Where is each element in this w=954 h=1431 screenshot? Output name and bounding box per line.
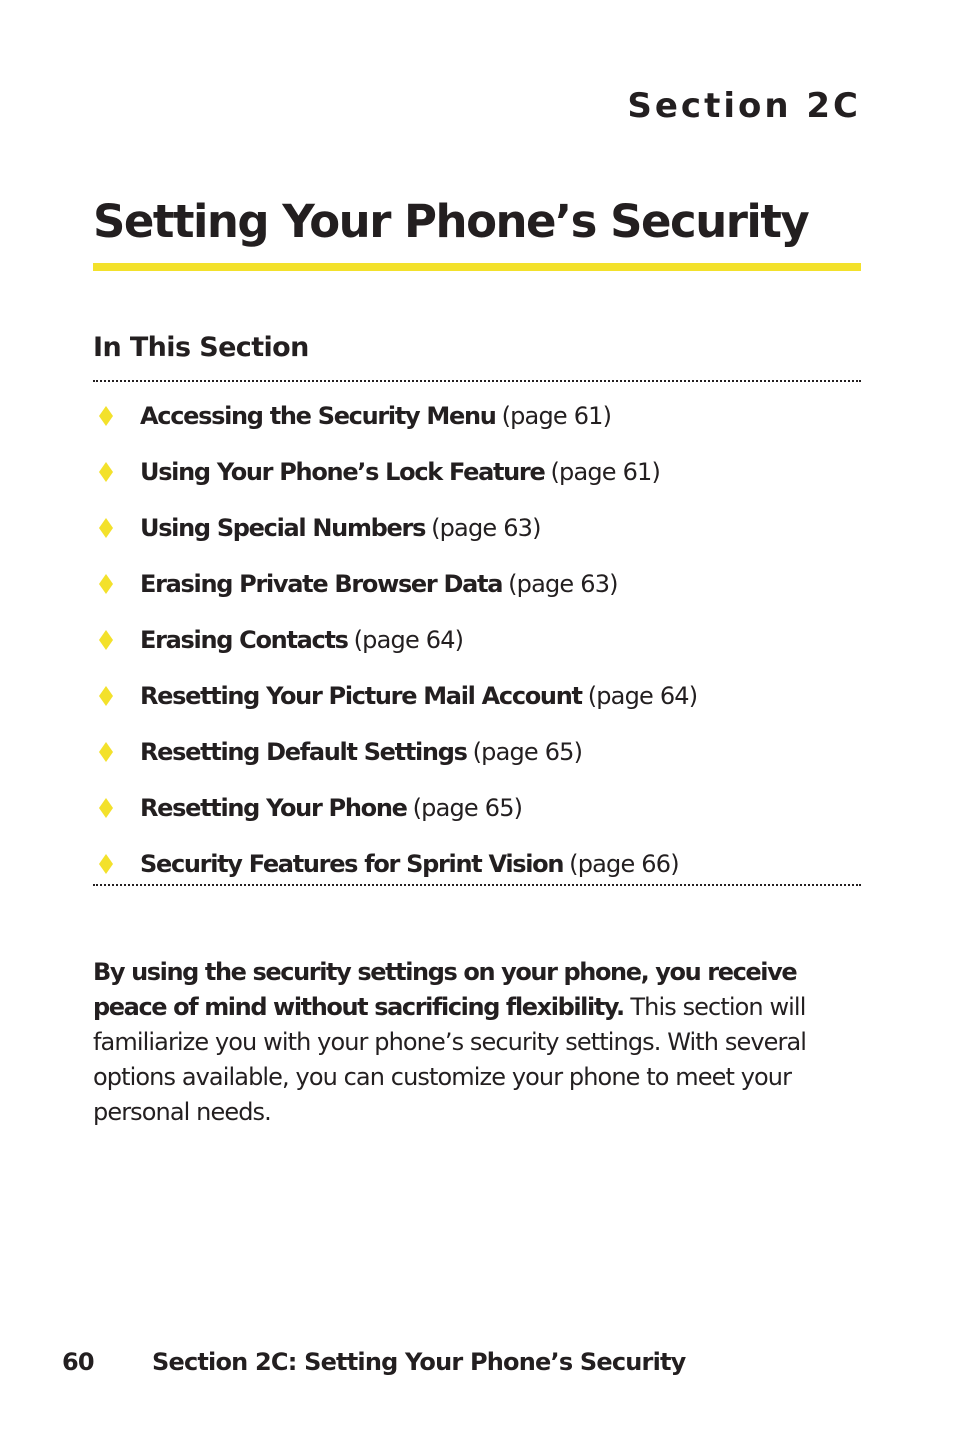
list-item[interactable] bbox=[93, 556, 861, 612]
list-item[interactable] bbox=[93, 724, 861, 780]
diamond-bullet-icon bbox=[95, 629, 117, 651]
list-item[interactable] bbox=[93, 444, 861, 500]
page-number: 60 bbox=[62, 1348, 94, 1376]
toc-item-title: Erasing Private Browser Data bbox=[140, 570, 503, 598]
toc-item-page: (page 63) bbox=[508, 570, 618, 598]
intro-paragraph bbox=[93, 955, 853, 1130]
diamond-bullet-icon bbox=[95, 797, 117, 819]
toc-item-title: Resetting Your Picture Mail Account bbox=[140, 682, 582, 710]
section-label: Section 2C bbox=[627, 86, 861, 126]
toc-item-title: Erasing Contacts bbox=[140, 626, 348, 654]
title-underline bbox=[93, 263, 861, 271]
toc-item-page: (page 63) bbox=[431, 514, 541, 542]
list-item[interactable] bbox=[93, 388, 861, 444]
page-footer bbox=[62, 1348, 686, 1376]
in-this-section-heading: In This Section bbox=[93, 332, 309, 363]
intro-lead-text: By using the security settings on your phone, you receive peace of mind without sacrificing flexibility. bbox=[93, 958, 797, 1021]
dotted-divider-bottom bbox=[93, 884, 861, 886]
diamond-bullet-icon bbox=[95, 853, 117, 875]
toc-item-title: Accessing the Security Menu bbox=[140, 402, 496, 430]
in-this-section-list bbox=[93, 388, 861, 892]
diamond-bullet-icon bbox=[95, 517, 117, 539]
toc-item-page: (page 66) bbox=[569, 850, 679, 878]
toc-item-title: Security Features for Sprint Vision bbox=[140, 850, 564, 878]
toc-item-page: (page 64) bbox=[587, 682, 698, 710]
toc-item-title: Resetting Default Settings bbox=[140, 738, 467, 766]
toc-item-title: Using Your Phone’s Lock Feature bbox=[140, 458, 545, 486]
page-title: Setting Your Phone’s Security bbox=[93, 195, 809, 248]
toc-item-page: (page 65) bbox=[472, 738, 583, 766]
toc-item-page: (page 64) bbox=[353, 626, 464, 654]
list-item[interactable] bbox=[93, 500, 861, 556]
diamond-bullet-icon bbox=[95, 685, 117, 707]
dotted-divider-top bbox=[93, 380, 861, 382]
toc-item-page: (page 65) bbox=[412, 794, 523, 822]
toc-item-title: Using Special Numbers bbox=[140, 514, 426, 542]
list-item[interactable] bbox=[93, 668, 861, 724]
running-title: Section 2C: Setting Your Phone’s Security bbox=[152, 1348, 686, 1376]
list-item[interactable] bbox=[93, 612, 861, 668]
intro-body-text: This section will familiarize you with your phone’s security settings. With several options available, you can customize your phone to meet your personal needs. bbox=[93, 993, 807, 1126]
list-item[interactable] bbox=[93, 780, 861, 836]
diamond-bullet-icon bbox=[95, 573, 117, 595]
diamond-bullet-icon bbox=[95, 405, 117, 427]
diamond-bullet-icon bbox=[95, 741, 117, 763]
toc-item-page: (page 61) bbox=[550, 458, 661, 486]
toc-item-page: (page 61) bbox=[501, 402, 612, 430]
toc-item-title: Resetting Your Phone bbox=[140, 794, 407, 822]
diamond-bullet-icon bbox=[95, 461, 117, 483]
